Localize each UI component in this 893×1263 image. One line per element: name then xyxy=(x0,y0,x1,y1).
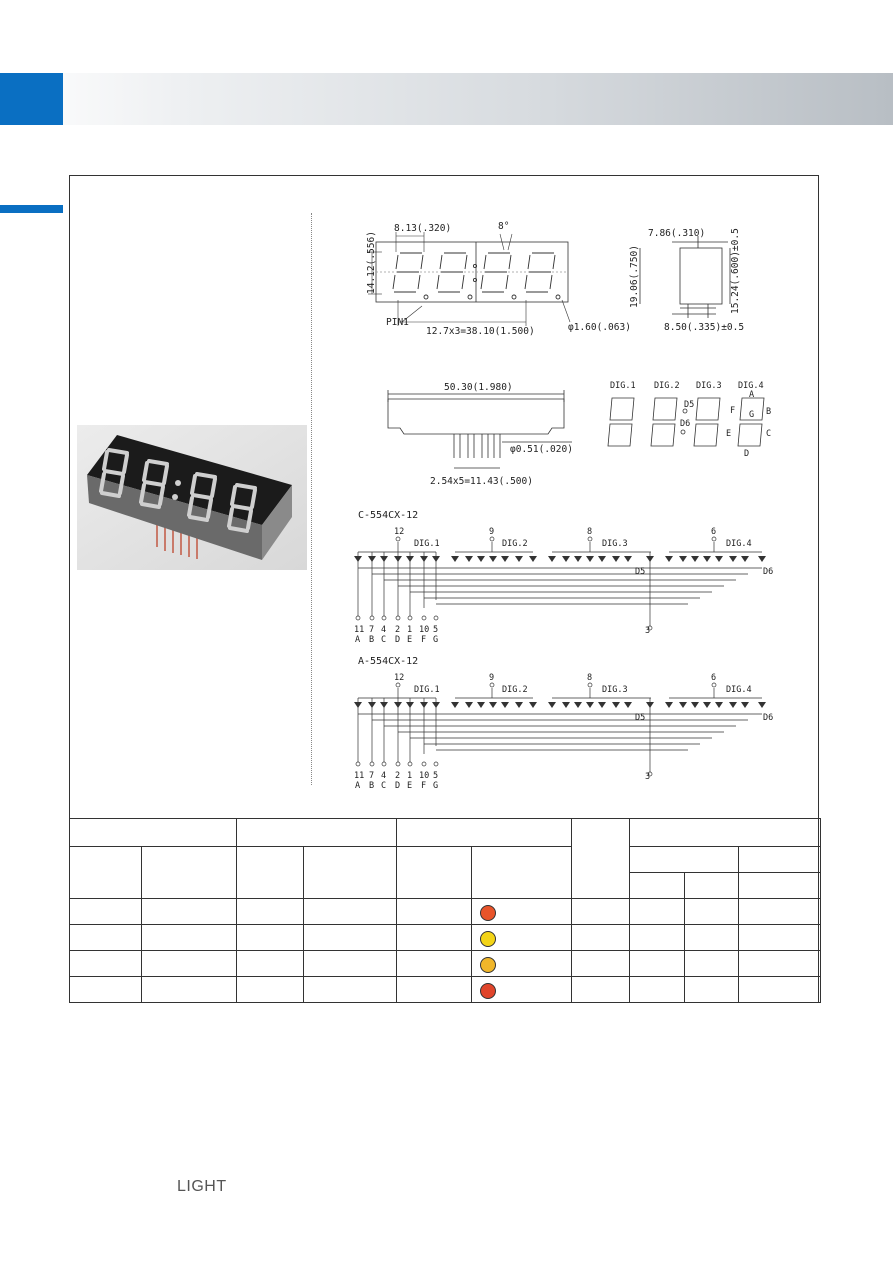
dim-total-height: 19.06(.750) xyxy=(629,245,640,308)
table-subheader-cell xyxy=(630,847,739,873)
table-row xyxy=(70,925,821,951)
table-header-cell xyxy=(70,819,237,847)
product-photo xyxy=(77,425,307,570)
c2-pn-4: 4 xyxy=(381,771,387,781)
c2-pin-9: 9 xyxy=(489,673,495,683)
c1-pl-e: E xyxy=(407,635,413,645)
table-row xyxy=(70,951,821,977)
table-header-cell xyxy=(630,819,821,847)
c2-pin-6: 6 xyxy=(711,673,717,683)
c1-pl-g: G xyxy=(433,635,439,645)
seg-d6-label: D6 xyxy=(680,419,691,429)
legend-dig2: DIG.2 xyxy=(654,381,680,391)
table-subheader-cell xyxy=(237,847,304,899)
table-subheader-cell xyxy=(739,847,821,873)
c1-pin-9: 9 xyxy=(489,527,495,537)
led-color-swatch xyxy=(480,957,496,973)
c2-pl-a: A xyxy=(355,781,361,791)
c1-pin-8: 8 xyxy=(587,527,593,537)
c1-pn-10: 10 xyxy=(419,625,430,635)
seg-e-label: E xyxy=(726,429,732,439)
c1-dig2: DIG.2 xyxy=(502,539,528,549)
seg-f-label: F xyxy=(730,406,736,416)
legend-dig1: DIG.1 xyxy=(610,381,636,391)
table-subheader-cell xyxy=(685,873,739,899)
table-subheader-cell xyxy=(739,873,821,899)
dim-length: 50.30(1.980) xyxy=(444,382,513,393)
c2-pl-e: E xyxy=(407,781,413,791)
c2-pn-5: 5 xyxy=(433,771,439,781)
spec-table xyxy=(69,818,821,1003)
c1-dig1: DIG.1 xyxy=(414,539,440,549)
c2-pl-f: F xyxy=(421,781,427,791)
c2-dig1: DIG.1 xyxy=(414,685,440,695)
c1-pn-11: 11 xyxy=(354,625,365,635)
dim-pin-pitch: 2.54x5=11.43(.500) xyxy=(430,476,533,487)
table-header-cell xyxy=(572,819,630,899)
c2-pn-10: 10 xyxy=(419,771,430,781)
table-row xyxy=(70,977,821,1003)
dim-digit-width: 8.13(.320) xyxy=(394,223,452,234)
table-subheader-cell xyxy=(304,847,397,899)
seg-b-label: B xyxy=(766,407,772,417)
c2-pl-b: B xyxy=(369,781,375,791)
c1-pl-f: F xyxy=(421,635,427,645)
c1-d6: D6 xyxy=(763,567,774,577)
c1-pl-a: A xyxy=(355,635,361,645)
circuit-common-anode xyxy=(354,656,773,791)
circuit-common-cathode xyxy=(354,510,773,645)
pin1-label: PIN1 xyxy=(386,317,409,328)
c2-d5: D5 xyxy=(635,713,646,723)
c2-dig3: DIG.3 xyxy=(602,685,628,695)
c2-pin-8: 8 xyxy=(587,673,593,683)
dim-thickness: 8.50(.335)±0.5 xyxy=(664,322,745,333)
seg-d-label: D xyxy=(744,449,750,459)
dim-hole: φ1.60(.063) xyxy=(568,322,631,333)
c1-dig4: DIG.4 xyxy=(726,539,752,549)
circuit-2-title: A-554CX-12 xyxy=(358,656,419,667)
led-color-swatch xyxy=(480,905,496,921)
c1-pl-b: B xyxy=(369,635,375,645)
table-subheader-cell xyxy=(397,847,472,899)
legend-dig3: DIG.3 xyxy=(696,381,722,391)
c1-pn-7: 7 xyxy=(369,625,375,635)
led-color-swatch xyxy=(480,931,496,947)
c2-pl-c: C xyxy=(381,781,387,791)
dim-depth: 7.86(.310) xyxy=(648,228,706,239)
c2-pin-3: 3 xyxy=(645,772,651,782)
c1-pin-12: 12 xyxy=(394,527,405,537)
bottom-view xyxy=(388,390,572,468)
c2-dig4: DIG.4 xyxy=(726,685,752,695)
footer-brand-text: LIGHT xyxy=(177,1178,227,1195)
c2-pn-1: 1 xyxy=(407,771,413,781)
c2-pl-g: G xyxy=(433,781,439,791)
dim-pin-dia: φ0.51(.020) xyxy=(510,444,573,455)
seg-a-label: A xyxy=(749,390,755,400)
header-accent-block xyxy=(0,73,63,125)
c2-pn-2: 2 xyxy=(395,771,401,781)
c2-pn-7: 7 xyxy=(369,771,375,781)
table-subheader-cell xyxy=(630,873,685,899)
c1-pn-1: 1 xyxy=(407,625,413,635)
c1-d5: D5 xyxy=(635,567,646,577)
c2-d6: D6 xyxy=(763,713,774,723)
legend-dig4: DIG.4 xyxy=(738,381,764,391)
circuit-1-title: C-554CX-12 xyxy=(358,510,419,521)
technical-diagram xyxy=(312,196,812,796)
c2-pl-d: D xyxy=(395,781,401,791)
c2-dig2: DIG.2 xyxy=(502,685,528,695)
c2-pn-11: 11 xyxy=(354,771,365,781)
table-header-cell xyxy=(237,819,397,847)
header-band xyxy=(0,73,893,125)
c1-pl-d: D xyxy=(395,635,401,645)
c1-pn-2: 2 xyxy=(395,625,401,635)
side-view xyxy=(640,236,730,318)
seg-d5-label: D5 xyxy=(684,400,695,410)
table-subheader-cell xyxy=(70,847,142,899)
dim-pitch: 12.7x3=38.10(1.500) xyxy=(426,326,535,337)
c1-pn-4: 4 xyxy=(381,625,387,635)
led-color-swatch xyxy=(480,983,496,999)
c1-pin-6: 6 xyxy=(711,527,717,537)
table-row xyxy=(70,899,821,925)
table-header-cell xyxy=(397,819,572,847)
seg-c-label: C xyxy=(766,429,772,439)
dim-height: 14.12(.556) xyxy=(366,231,377,294)
dim-angle: 8° xyxy=(498,221,510,232)
table-subheader-cell xyxy=(142,847,237,899)
dim-side: 15.24(.600)±0.5 xyxy=(730,228,741,314)
c1-pl-c: C xyxy=(381,635,387,645)
c1-pin-3: 3 xyxy=(645,626,651,636)
c1-pn-5: 5 xyxy=(433,625,439,635)
seg-g-label: G xyxy=(749,410,755,420)
c2-pin-12: 12 xyxy=(394,673,405,683)
section-marker xyxy=(0,205,63,213)
table-subheader-cell xyxy=(472,847,572,899)
c1-dig3: DIG.3 xyxy=(602,539,628,549)
